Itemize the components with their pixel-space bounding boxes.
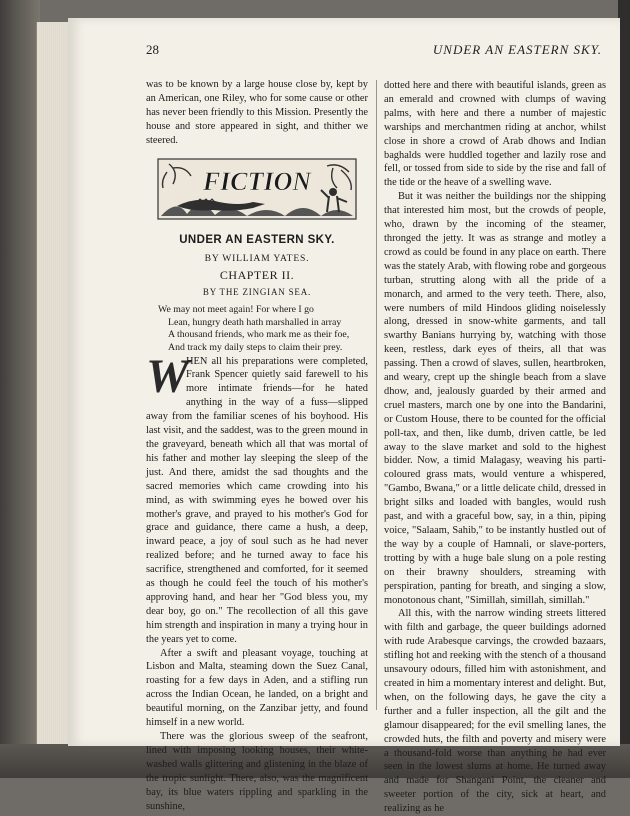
- chapter-subtitle: BY THE ZINGIAN SEA.: [202, 287, 312, 298]
- left-column: [146, 78, 368, 813]
- column-divider: [376, 80, 377, 710]
- body-paragraph: dotted here and there with beautiful islands, green as an emerald and crowned with clumps of waving palms, with here and there a number of majestic warships and merchantmen riding at anchor, whilst close in shore a crowd of Arab dhows and Indian baghalds were huddled together and lazily rose and fell, or tossed from side to side by the rise and fall of the tide or the heave of a swelling wave.: [384, 80, 606, 189]
- epigraph-verse: [146, 304, 368, 354]
- verse-line: A thousand friends, who mark me as their foe,: [168, 329, 350, 341]
- story-title: UNDER AN EASTERN SKY.: [179, 233, 335, 246]
- drop-cap: W: [146, 349, 189, 403]
- chapter-heading: CHAPTER II.: [219, 268, 295, 283]
- intro-paragraph: was to be known by a large house close by, kept by an American, one Riley, who for some cause or other has never been friendly to this Mission. Presently the house and store appeared in sight, and thither we steered.: [146, 79, 368, 146]
- verse-line: And track my daily steps to claim their prey.: [168, 341, 343, 353]
- story-byline: BY WILLIAM YATES.: [204, 253, 310, 265]
- fiction-banner-text: FICTION: [202, 166, 312, 196]
- body-paragraph: All this, with the narrow winding streets littered with filth and garbage, the queer buildings adorned with rude Arabesque carvings, the crowded bazaars, stifling hot and reeking with the stench of a thousand unsavoury odours, filled him with astonishment, and created in him a momentary interest and delight. But, when, on the following days, he gave the city a further and a fuller inspection, all the gilt and the glamour disappeared; for the evil smelling lanes, the crowded huts, the filth and poverty and misery were a thousand-fold worse than anything he had ever seen in the lowest slums at home. He turned away and made for Shangani Point, the cleaner and sweeter portion of the city, sick at heart, and realizing as he: [384, 608, 606, 815]
- body-paragraph: There was the glorious sweep of the seafront, lined with imposing looking houses, their white-washed walls glittering and glistening in the blaze of the tropic sunlight. There, also, was the magnificent bay, its blue waters rippling and sparkling in the sunshine,: [146, 731, 368, 812]
- right-column: [384, 79, 606, 816]
- first-paragraph-text: HEN all his preparations were completed, Frank Spencer quietly said farewell to his more intimate friends—for he hated anything in the way of a fuss—slipped away from the familiar scenes of his boyhood. His last visit, and the saddest, was to the green mound in the graveyard, beneath which all that was mortal of his father and mother lay sleeping the sleep of the just. And there, amidst the sad thoughts and the sacred memories which came crowding into his mind, as with swimming eyes he bowed over his mother's grave, and prayed to his mother's God for grace and guidance, there came a hush, a deep, inward peace, a joy of soul such as he had never realized before; and he turned away to face his sacrifice, strengthened and comforted, for it seemed as though he could feel the touch of his mother's approving hand, and hear her "God bless you, my dear boy, go on." The recollection of all this gave him strength and inspiration in many a trying hour in the years yet to come.: [146, 355, 368, 645]
- fiction-banner-illustration: [157, 158, 357, 220]
- page-header: [146, 42, 602, 62]
- body-paragraph: But it was neither the buildings nor the shipping that interested him most, but the crowds of people, who, drawn by the incoming of the steamer, thronged the jetty. It was as strange and motley a crowd as could be found in any place on earth. There was the stately Arab, with flowing robe and gorgeous turban, strutting along with all the pride of a monarch, and armed to the very teeth. There, also, were numbers of mild Hindoos gliding noiselessly along, dressed in snow-white garments, and tall swarthy Banians hurrying by, watching with those keen, restless, dark eyes of theirs, all that was passing. Then a crowd of slaves, sullen, heartbroken, and weary, crept up the shingle beach from a slave dhow, and, jealously guarded by their armed and cruel masters, march one by one into the Bandarini, or Custom House, there to be counted for the official poll-tax, and then, like dumb, driven cattle, be led away to the slave market and sold to the highest bidder. Now, a timid Malagasy, weaving his parti-coloured grass mats, would venture a whispered, "Gambo, Bwana," or a little delicate child, dressed in bright silks and loaded with bangles, would rush past, and with a graceful bow, say, in a thin, piping voice, "Salaam, Sahib," to be instantly hustled out of the way by a couple of Hamnali, or slave-porters, trotting by with a huge bale slung on a pole resting on their brawny shoulders, streaming with perspiration, panting for breath, and singing a slow, monotonous chant, "Simillah, simillah, simillah.": [384, 191, 606, 606]
- body-paragraph: After a swift and pleasant voyage, touching at Lisbon and Malta, steaming down the Suez Canal, roasting for a few days in Aden, and a stifling run across the Indian Ocean, he landed, on a bright and beautiful morning, on the Zanzibar jetty, and found himself in a new world.: [146, 647, 368, 729]
- page-stack-edge: [36, 22, 71, 744]
- running-title: UNDER AN EASTERN SKY.: [432, 42, 602, 57]
- chapter-first-paragraph: [146, 349, 368, 647]
- page-number: 28: [146, 42, 159, 57]
- verse-line: We may not meet again! For where I go: [158, 304, 314, 316]
- fiction-banner: [157, 158, 357, 220]
- book-cover-edge: [0, 0, 40, 778]
- verse-line: Lean, hungry death hath marshalled in array: [168, 316, 342, 328]
